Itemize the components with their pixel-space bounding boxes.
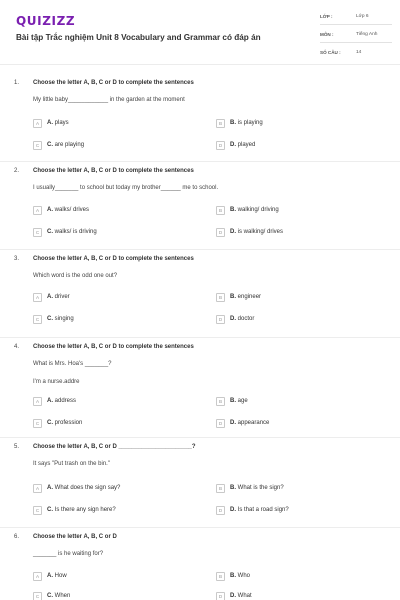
option-text: age [237, 398, 248, 404]
option-c[interactable] [33, 505, 116, 515]
option-d[interactable] [216, 314, 254, 324]
option-text: What is the sign? [237, 485, 284, 491]
meta-key: MÔN : [320, 32, 334, 37]
option-text: driver [54, 294, 70, 300]
option-letter-box: B [216, 397, 225, 406]
option-c[interactable] [33, 591, 70, 600]
option-b[interactable] [216, 571, 250, 581]
question-text: It says "Put trash on the bin." [33, 461, 110, 467]
option-label: B. [230, 398, 236, 404]
meta-value: Tiếng Anh [356, 32, 378, 37]
option-b[interactable] [216, 396, 248, 406]
option-b[interactable] [216, 292, 261, 302]
question-number: 4. [14, 344, 20, 350]
option-text: engineer [237, 294, 262, 300]
option-d[interactable] [216, 505, 289, 515]
option-text: are playing [54, 142, 85, 148]
option-label: B. [230, 485, 236, 491]
option-letter-box: C [33, 141, 42, 150]
option-c[interactable] [33, 418, 82, 428]
question-heading: Choose the letter A, B, C or D to complete the sentences [33, 256, 194, 262]
option-text: walks/ drives [54, 207, 90, 213]
meta-key: LỚP : [320, 14, 333, 19]
option-letter-box: A [33, 572, 42, 581]
option-letter-box: A [33, 397, 42, 406]
option-label: B. [230, 294, 236, 300]
meta-row-count [320, 46, 392, 61]
option-text: is playing [237, 120, 263, 126]
option-text: Is that a road sign? [237, 507, 289, 513]
option-text: doctor [237, 316, 255, 322]
option-a[interactable] [33, 118, 69, 128]
option-d[interactable] [216, 227, 283, 237]
option-c[interactable] [33, 140, 84, 150]
option-text: plays [54, 120, 69, 126]
question-1 [0, 74, 400, 160]
option-text: address [54, 398, 77, 404]
option-text: singing [54, 316, 74, 322]
option-label: C. [47, 507, 53, 513]
option-text: profession [54, 420, 83, 426]
option-d[interactable] [216, 140, 255, 150]
option-label: C. [47, 420, 53, 426]
question-number: 1. [14, 80, 20, 86]
option-label: C. [47, 229, 53, 235]
option-label: A. [47, 398, 53, 404]
question-3 [0, 250, 400, 336]
question-text: _______ is he waiting for? [33, 551, 104, 557]
option-label: A. [47, 120, 53, 126]
option-text: How [54, 573, 67, 579]
option-label: D. [230, 420, 236, 426]
question-text: What is Mrs. Hoa's _______? [33, 361, 112, 367]
meta-key: SỐ CÂU : [320, 50, 341, 55]
question-2 [0, 162, 400, 248]
worksheet-title: Bài tập Trắc nghiệm Unit 8 Vocabulary and Grammar có đáp án [16, 33, 261, 42]
option-label: C. [47, 593, 53, 599]
question-heading: Choose the letter A, B, C or D to complete the sentences [33, 168, 194, 174]
question-heading: Choose the letter A, B, C or D to complete the sentences [33, 344, 194, 350]
option-label: D. [230, 229, 236, 235]
option-d[interactable] [216, 591, 252, 600]
option-letter-box: A [33, 206, 42, 215]
quizizz-logo: QUIZIZZ [16, 14, 76, 28]
option-a[interactable] [33, 483, 120, 493]
option-text: appearance [237, 420, 270, 426]
question-number: 6. [14, 534, 20, 540]
option-letter-box: D [216, 315, 225, 324]
question-heading: Choose the letter A, B, C or D to complete the sentences [33, 80, 194, 86]
worksheet-header [0, 0, 400, 64]
option-letter-box: D [216, 228, 225, 237]
meta-row-subject [320, 28, 392, 43]
option-letter-box: B [216, 484, 225, 493]
question-heading: Choose the letter A, B, C or D [33, 534, 117, 540]
option-letter-box: A [33, 293, 42, 302]
option-c[interactable] [33, 227, 97, 237]
option-letter-box: B [216, 206, 225, 215]
option-label: B. [230, 573, 236, 579]
question-5 [0, 438, 400, 526]
question-heading: Choose the letter A, B, C or D ______________________? [33, 444, 196, 450]
option-label: D. [230, 593, 236, 599]
option-b[interactable] [216, 118, 263, 128]
option-label: B. [230, 120, 236, 126]
option-text: walks/ is driving [54, 229, 97, 235]
option-text: is walking/ drives [237, 229, 284, 235]
option-letter-box: C [33, 228, 42, 237]
option-letter-box: B [216, 293, 225, 302]
option-letter-box: D [216, 592, 225, 600]
question-6 [0, 528, 400, 600]
question-number: 2. [14, 168, 20, 174]
option-b[interactable] [216, 205, 279, 215]
option-b[interactable] [216, 483, 284, 493]
meta-row-class [320, 10, 392, 25]
option-text: walking/ driving [237, 207, 279, 213]
option-d[interactable] [216, 418, 269, 428]
option-a[interactable] [33, 571, 67, 581]
option-label: D. [230, 507, 236, 513]
question-text: My little baby____________ in the garden at the moment [33, 97, 185, 103]
question-extra-text: I'm a nurse.addre [33, 379, 80, 385]
option-label: C. [47, 142, 53, 148]
option-a[interactable] [33, 292, 70, 302]
question-number: 5. [14, 444, 20, 450]
option-letter-box: C [33, 315, 42, 324]
question-text: Which word is the odd one out? [33, 273, 118, 279]
option-label: D. [230, 142, 236, 148]
option-letter-box: B [216, 119, 225, 128]
option-letter-box: C [33, 419, 42, 428]
option-a[interactable] [33, 396, 76, 406]
worksheet-meta [320, 10, 392, 64]
option-letter-box: D [216, 419, 225, 428]
header-divider [0, 64, 400, 65]
question-4 [0, 338, 400, 436]
option-label: A. [47, 573, 53, 579]
option-text: What does the sign say? [54, 485, 121, 491]
option-label: D. [230, 316, 236, 322]
option-label: A. [47, 207, 53, 213]
option-letter-box: C [33, 592, 42, 600]
option-letter-box: B [216, 572, 225, 581]
option-letter-box: D [216, 141, 225, 150]
option-letter-box: D [216, 506, 225, 515]
option-text: When [54, 593, 71, 599]
option-letter-box: A [33, 484, 42, 493]
option-c[interactable] [33, 314, 74, 324]
meta-value: 14 [356, 50, 362, 55]
option-label: C. [47, 316, 53, 322]
option-letter-box: A [33, 119, 42, 128]
option-label: B. [230, 207, 236, 213]
option-a[interactable] [33, 205, 89, 215]
option-text: What [237, 593, 252, 599]
option-text: played [237, 142, 256, 148]
option-letter-box: C [33, 506, 42, 515]
question-text: I usually_______ to school but today my brother______ me to school. [33, 185, 219, 191]
option-text: Who [237, 573, 251, 579]
option-label: A. [47, 485, 53, 491]
option-text: Is there any sign here? [54, 507, 116, 513]
option-label: A. [47, 294, 53, 300]
meta-value: Lớp 6 [356, 14, 369, 19]
question-number: 3. [14, 256, 20, 262]
